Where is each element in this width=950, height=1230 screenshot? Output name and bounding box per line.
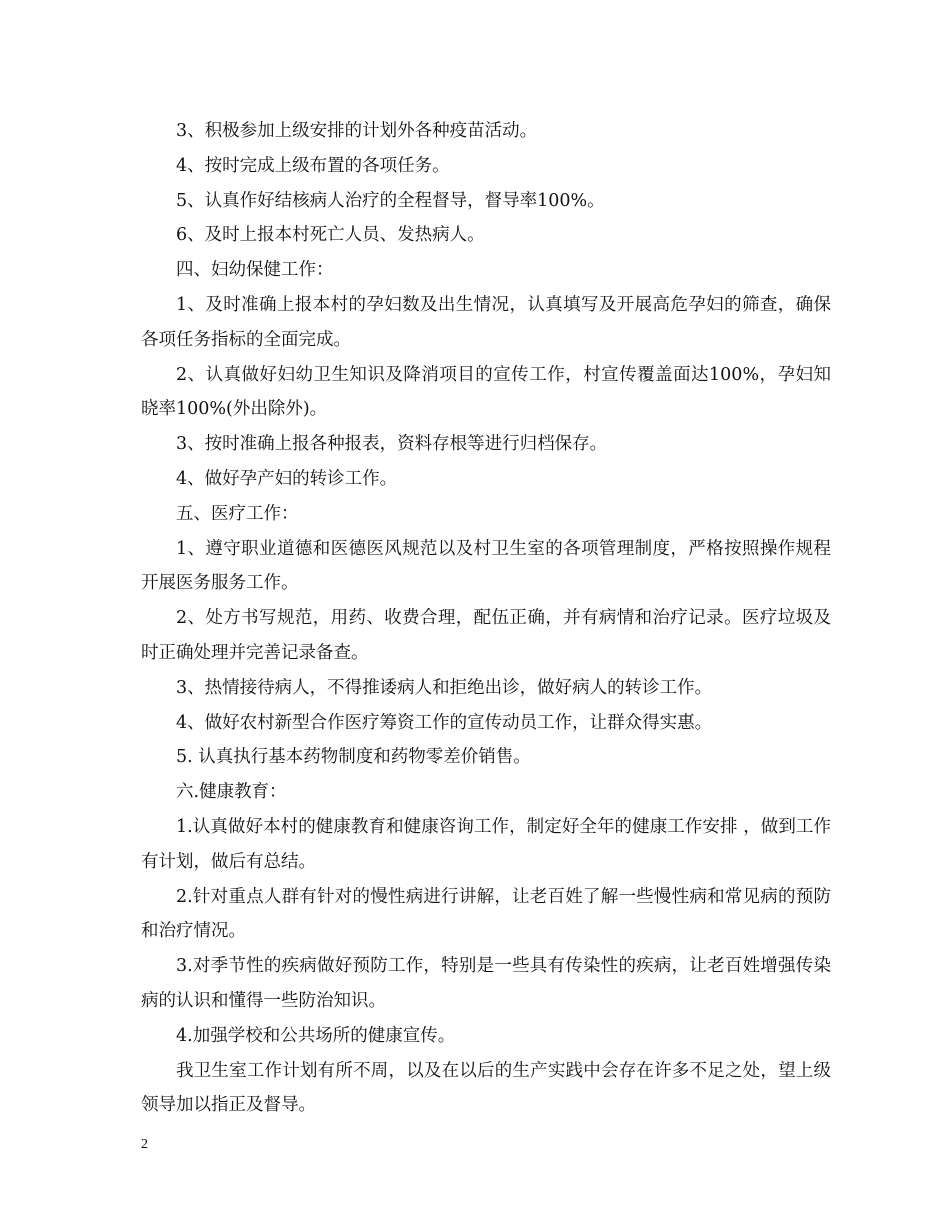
paragraph: 1、及时准确上报本村的孕妇数及出生情况，认真填写及开展高危孕妇的筛查，确保各项任务指标的全面完成。	[141, 294, 831, 350]
paragraph: 3、热情接待病人，不得推诿病人和拒绝出诊，做好病人的转诊工作。	[176, 677, 713, 698]
page-number: 2	[141, 1137, 148, 1152]
paragraph: 4、按时完成上级布置的各项任务。	[176, 155, 450, 176]
document-body	[141, 114, 831, 1123]
closing-paragraph: 我卫生室工作计划有所不周，以及在以后的生产实践中会存在许多不足之处，望上级领导加以指正及督导。	[141, 1060, 831, 1116]
paragraph: 5、认真作好结核病人治疗的全程督导，督导率100%。	[176, 190, 605, 211]
paragraph: 2.针对重点人群有针对的慢性病进行讲解，让老百姓了解一些慢性病和常见病的预防和治疗情况。	[141, 886, 831, 942]
paragraph: 3.对季节性的疾病做好预防工作，特别是一些具有传染性的疾病，让老百姓增强传染病的认识和懂得一些防治知识。	[141, 956, 831, 1011]
paragraph: 5. 认真执行基本药物制度和药物零差价销售。	[176, 747, 531, 768]
paragraph: 4.加强学校和公共场所的健康宣传。	[176, 1025, 456, 1046]
paragraph: 3、积极参加上级安排的计划外各种疫苗活动。	[176, 121, 538, 141]
section-heading: 五、医疗工作：	[176, 503, 299, 524]
paragraph: 3、按时准确上报各种报表，资料存根等进行归档保存。	[176, 434, 608, 455]
paragraph: 1、遵守职业道德和医德医风规范以及村卫生室的各项管理制度，严格按照操作规程开展医务服务工作。	[141, 538, 831, 594]
section-heading: 六.健康教育：	[176, 782, 287, 803]
section-heading: 四、妇幼保健工作：	[176, 260, 334, 281]
paragraph: 1.认真做好本村的健康教育和健康咨询工作，制定好全年的健康工作安排 ，做到工作有计划，做后有总结。	[141, 816, 831, 872]
paragraph: 2、处方书写规范，用药、收费合理，配伍正确，并有病情和治疗记录。医疗垃圾及时正确处理并完善记录备查。	[141, 608, 831, 663]
paragraph: 4、做好农村新型合作医疗筹资工作的宣传动员工作，让群众得实惠。	[176, 712, 713, 733]
paragraph: 2、认真做好妇幼卫生知识及降消项目的宣传工作，村宣传覆盖面达100%，孕妇知晓率100%(外出除外)。	[141, 364, 831, 420]
paragraph: 6、及时上报本村死亡人员、发热病人。	[176, 225, 485, 246]
paragraph: 4、做好孕产妇的转诊工作。	[176, 468, 398, 489]
